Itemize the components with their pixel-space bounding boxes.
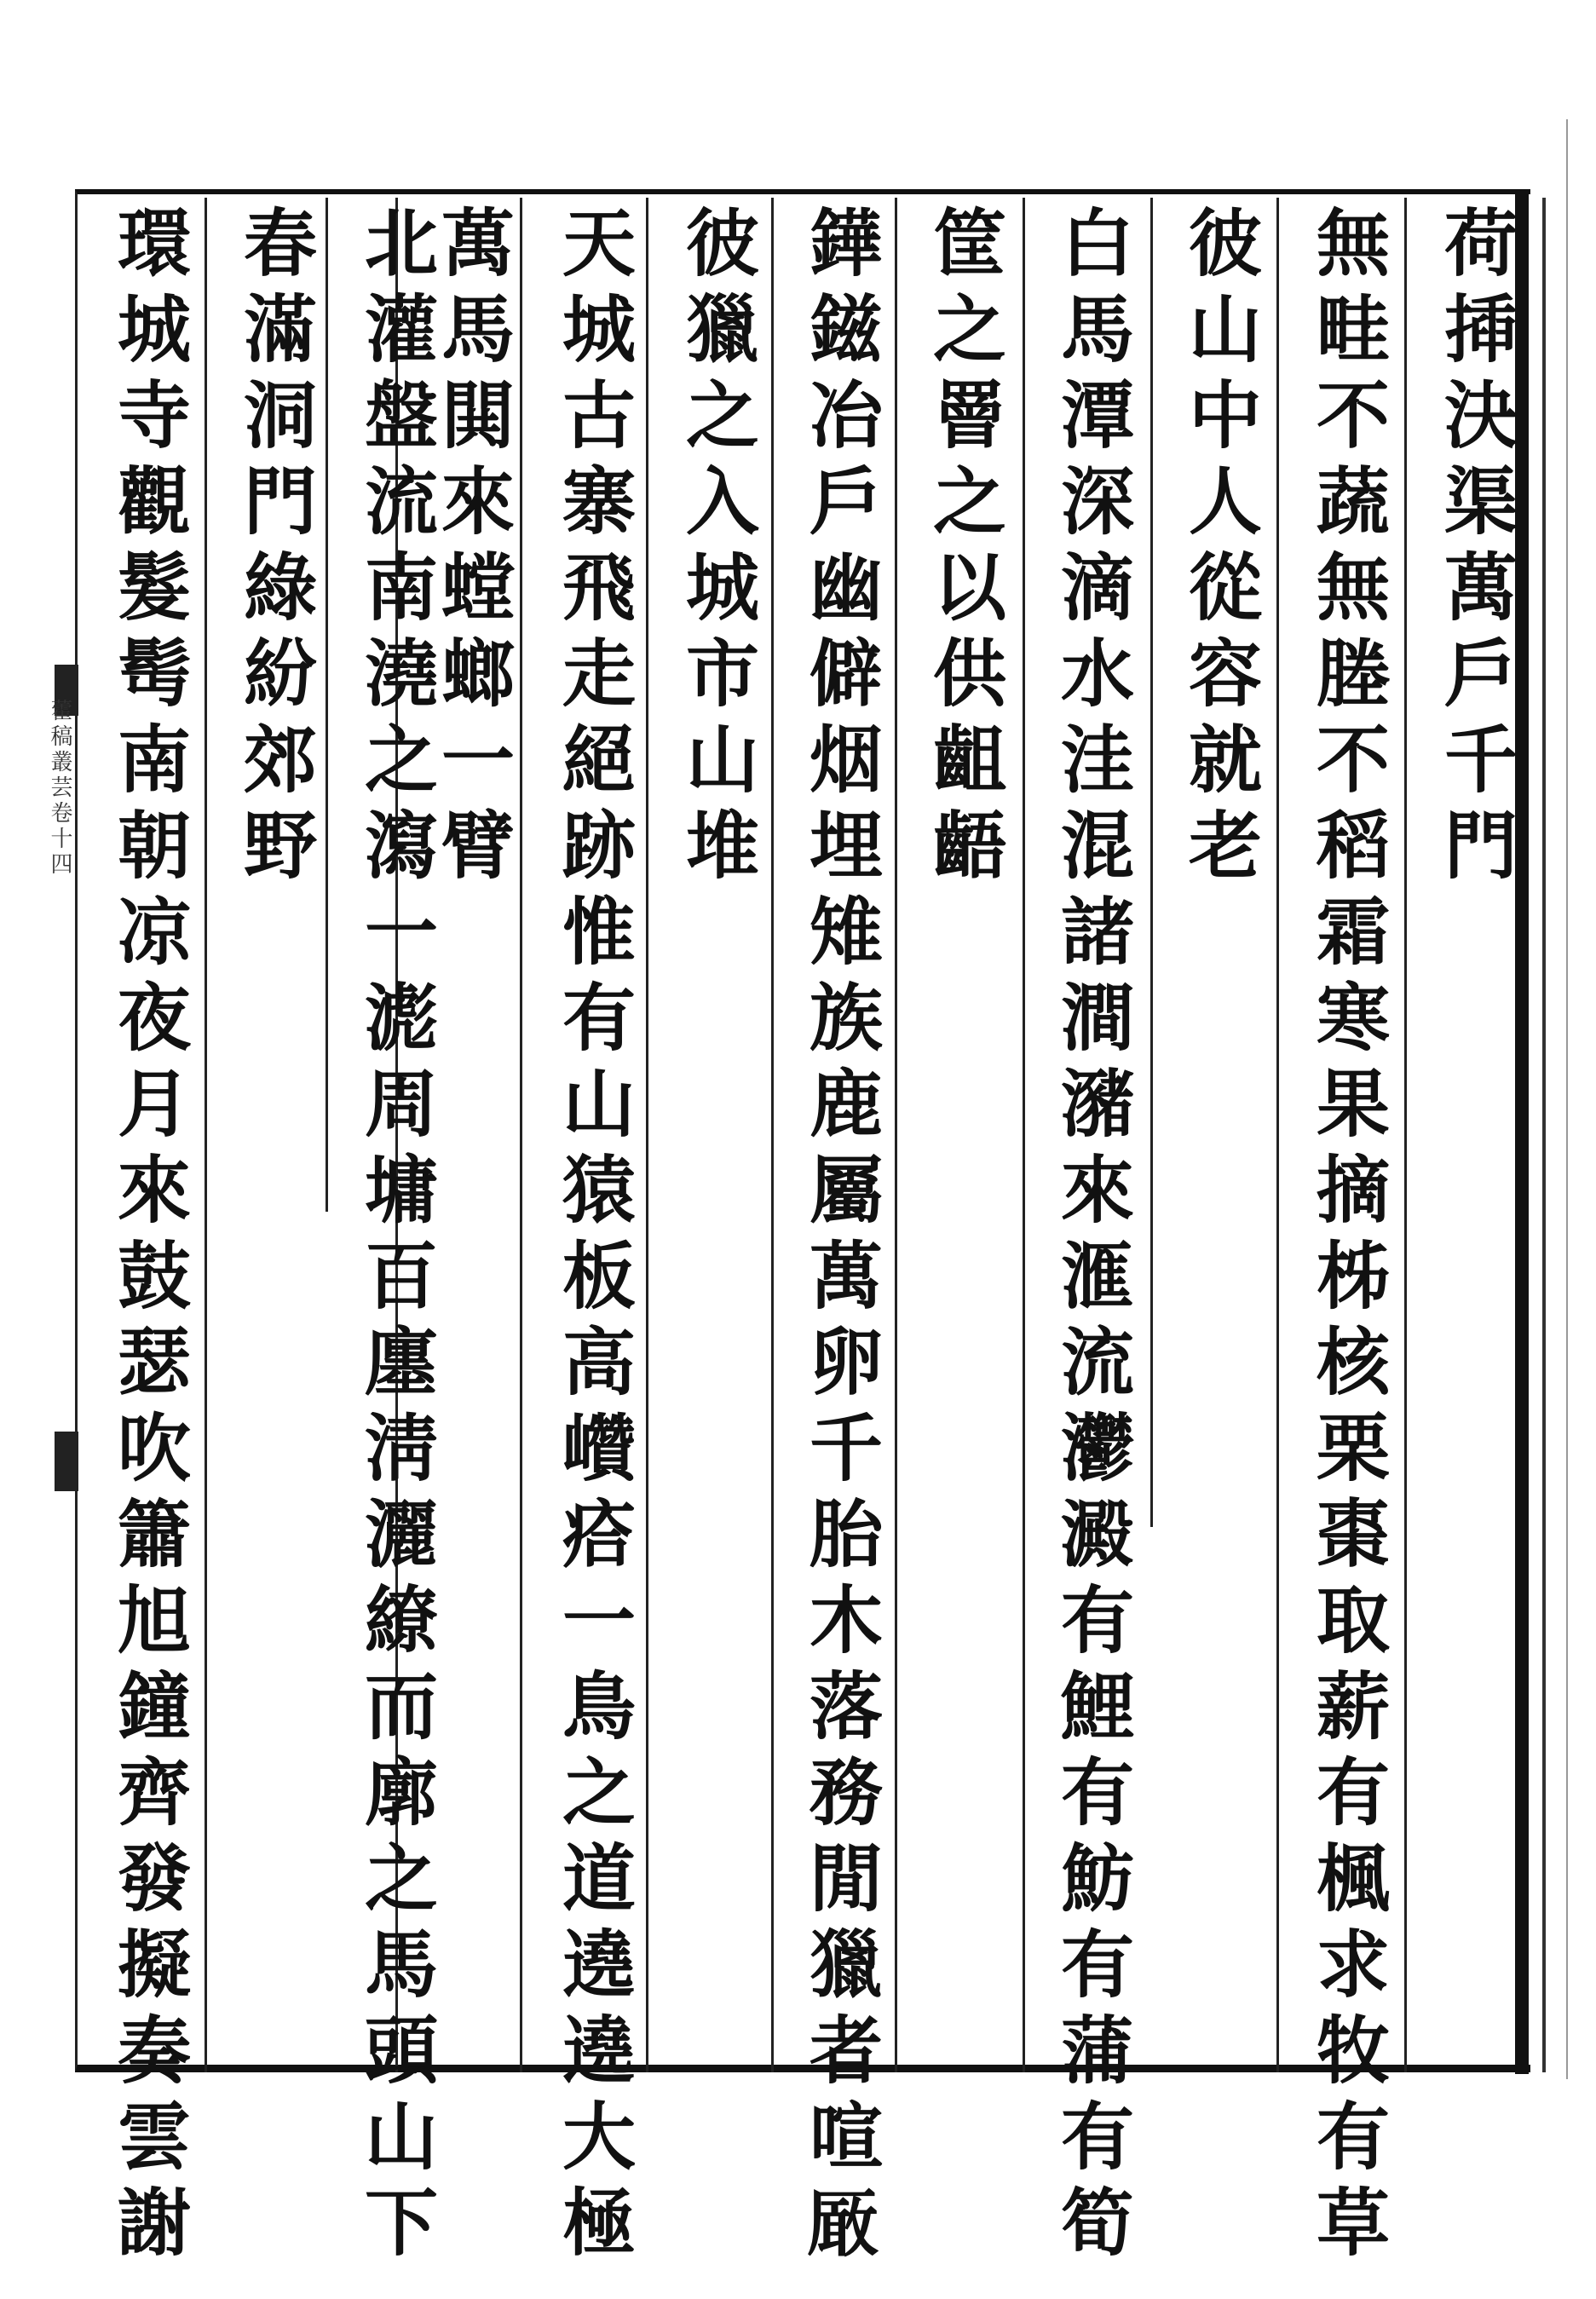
- text-column-12: 環城寺觀髮髩南朝凉夜月來鼓瑟吹簫旭鐘齊發擬奏雲謝: [105, 205, 191, 2270]
- text-column-9: 萬馬閧來螳螂一臂: [429, 205, 515, 893]
- text-column-5: 筐之罾之以供齟齬: [920, 205, 1006, 893]
- text-column-6: 鏵鎡冶戶幽僻烟埋雉族鹿屬萬卵千胎木落務閒獵者喧𠪚: [797, 205, 883, 2270]
- frame-right-outer-line: [1542, 198, 1546, 2072]
- text-column-10: 北灌盤流南澆之瀉一滮周墉百廛淸灑繚而廓之馬頭山下: [352, 205, 438, 2270]
- text-column-3: 彼山中人從容就老: [1176, 205, 1262, 893]
- text-column-4: 白馬潭深滴水洼混諸澗瀦來滙流灪澱有鯉有魴有蒲有筍: [1048, 205, 1134, 2270]
- fore-edge-strip: [55, 1432, 78, 1491]
- text-column-8: 天城古寨飛走絕跡惟有山猿板高巑㾑一鳥之道遶遶大極: [550, 205, 636, 2270]
- page-edge: [1566, 119, 1568, 2079]
- text-column-11: 春滿洞門綠紛郊野: [231, 205, 317, 893]
- text-column-7: 彼獵之入城市山堆: [673, 205, 759, 893]
- text-column-1: 荷揷決渠萬戶千門: [1432, 205, 1518, 893]
- text-column-2: 無畦不蔬無塍不稻霜寒果摘柹核栗棗取薪有楓求牧有草: [1304, 205, 1390, 2270]
- fore-edge-label: 藿稿叢芸卷十四: [47, 699, 72, 878]
